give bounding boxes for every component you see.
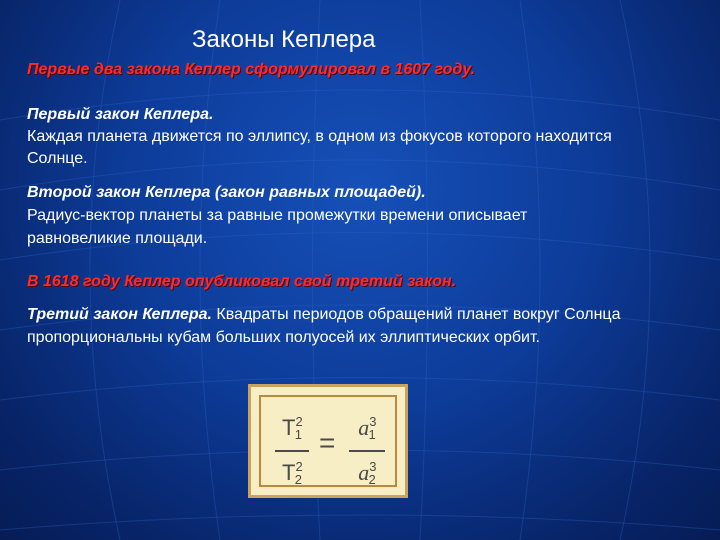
fraction-bar-right <box>349 450 385 452</box>
slide-title: Законы Кеплера <box>192 26 376 53</box>
period-denominator: $T^2_2$ <box>282 459 303 487</box>
equals-sign: = <box>319 427 336 458</box>
law3-text-line1 <box>27 304 620 326</box>
law1-text-line2: Солнце. <box>27 150 88 167</box>
law3-text-line2: пропорциональны кубам больших полуосей их эллиптических орбит. <box>27 329 540 346</box>
law3-heading: Третий закон Кеплера. <box>27 306 212 323</box>
law2-text-line2: равновеликие площади. <box>27 230 208 247</box>
axis-numerator: $a^3_1$ <box>358 414 377 442</box>
publication-text: В 1618 году Кеплер опубликовал свой третий закон. <box>27 273 457 290</box>
formula-frame <box>259 395 397 487</box>
law1-text-line1: Каждая планета движется по эллипсу, в одном из фокусов которого находится <box>27 128 612 145</box>
law2-text-line1: Радиус-вектор планеты за равные промежутки времени описывает <box>27 207 528 224</box>
fraction-bar-left <box>275 450 309 452</box>
law2-heading: Второй закон Кеплера (закон равных площадей). <box>27 184 426 201</box>
axis-ratio-fraction <box>349 409 385 493</box>
kepler-third-law-formula <box>248 384 408 498</box>
axis-denominator: $a^3_2$ <box>358 459 377 487</box>
law1-heading: Первый закон Кеплера. <box>27 106 214 123</box>
period-numerator: $T^2_1$ <box>282 414 303 442</box>
intro-text: Первые два закона Кеплер сформулировал в 1607 году. <box>27 61 476 78</box>
period-ratio-fraction <box>275 409 309 493</box>
law3-text-line1-rest: Квадраты периодов обращений планет вокруг Солнца <box>211 306 621 323</box>
